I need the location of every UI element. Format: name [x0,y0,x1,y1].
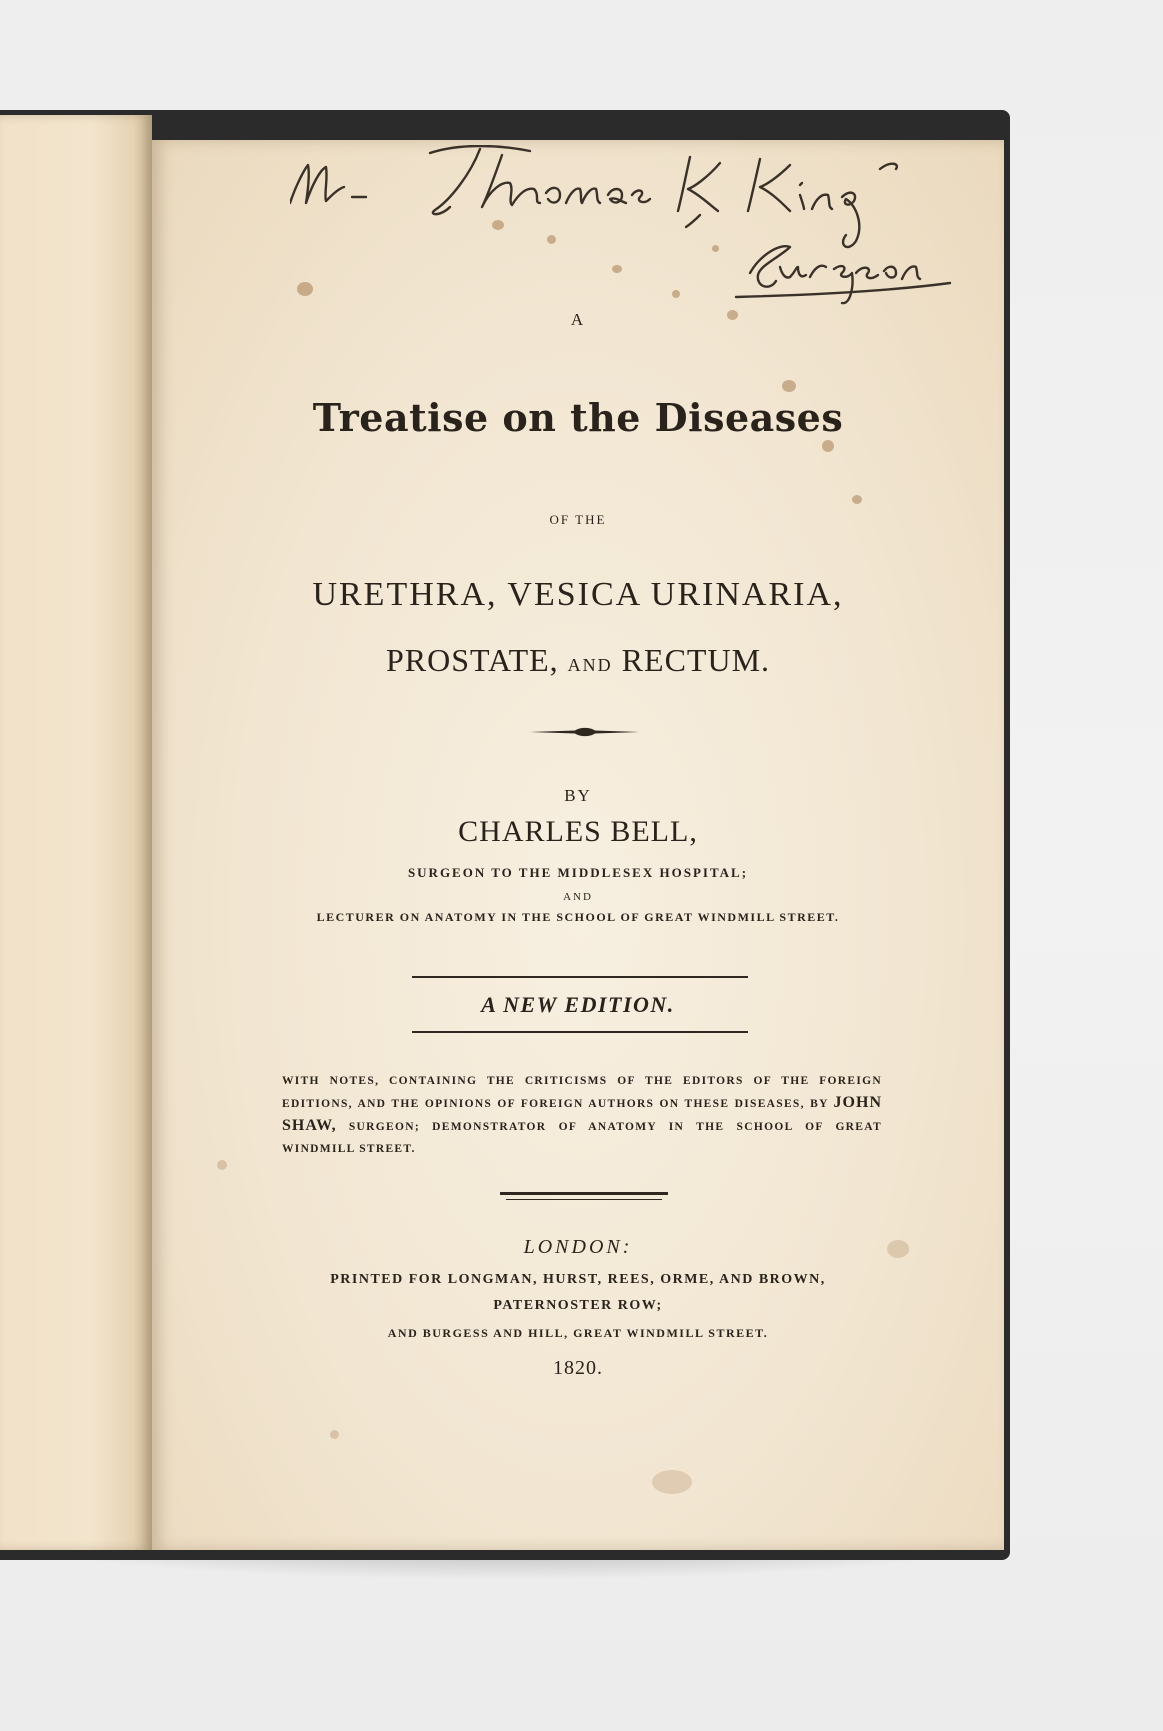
foxing-spot [852,495,862,504]
foxing-spot [217,1160,227,1170]
notes-text-2: SURGEON; DEMONSTRATOR OF ANATOMY IN THE SCHOOL OF GREAT WINDMILL STREET. [282,1121,882,1155]
edition-rule-top [412,976,748,978]
of-the-line: OF THE [549,512,607,527]
subject-line-2 [152,642,1004,679]
author-credential-1: SURGEON TO THE MIDDLESEX HOSPITAL; [407,865,749,880]
printer-line-1: PRINTED FOR LONGMAN, HURST, REES, ORME, AND BROWN, [330,1272,826,1287]
subject-prostate: PROSTATE, [385,642,559,678]
notes-editor-name: JOHN SHAW, [282,1094,882,1134]
subject-line-1: URETHRA, VESICA URINARIA, [312,576,844,613]
edition-label: A NEW EDITION. [481,992,675,1017]
notes-paragraph [282,1070,882,1160]
printer-line-3: AND BURGESS AND HILL, GREAT WINDMILL STREET. [387,1326,769,1340]
subject-rectum: RECTUM. [621,642,771,678]
author-credential-2: LECTURER ON ANATOMY IN THE SCHOOL OF GREAT WINDMILL STREET. [316,910,840,924]
imprint-place: LONDON: [523,1236,633,1258]
and-line: AND [563,891,593,903]
foxing-spot [822,440,834,452]
by-line: BY [564,786,592,805]
notes-text-1: WITH NOTES, CONTAINING THE CRITICISMS OF THE EDITORS OF THE FOREIGN EDITIONS, AND THE OPINIONS OF FOREIGN AUTHORS ON THESE DISEASES, BY [282,1075,882,1110]
foxing-spot [330,1430,339,1439]
foxing-spot [652,1470,692,1494]
left-page [0,115,152,1550]
handwritten-signature [290,145,990,305]
title-article: A [570,310,586,329]
ornamental-divider [530,726,640,738]
imprint-rule [500,1192,668,1195]
foxing-spot [782,380,796,392]
edition-rule-bottom [412,1031,748,1033]
author-name: CHARLES BELL, [458,815,698,848]
main-title: Treatise on the Diseases [312,395,844,440]
publication-year: 1820. [553,1357,603,1379]
printer-line-2: PATERNOSTER ROW; [493,1298,663,1313]
subject-and: AND [567,655,613,675]
imprint-rule-thin [506,1199,662,1200]
